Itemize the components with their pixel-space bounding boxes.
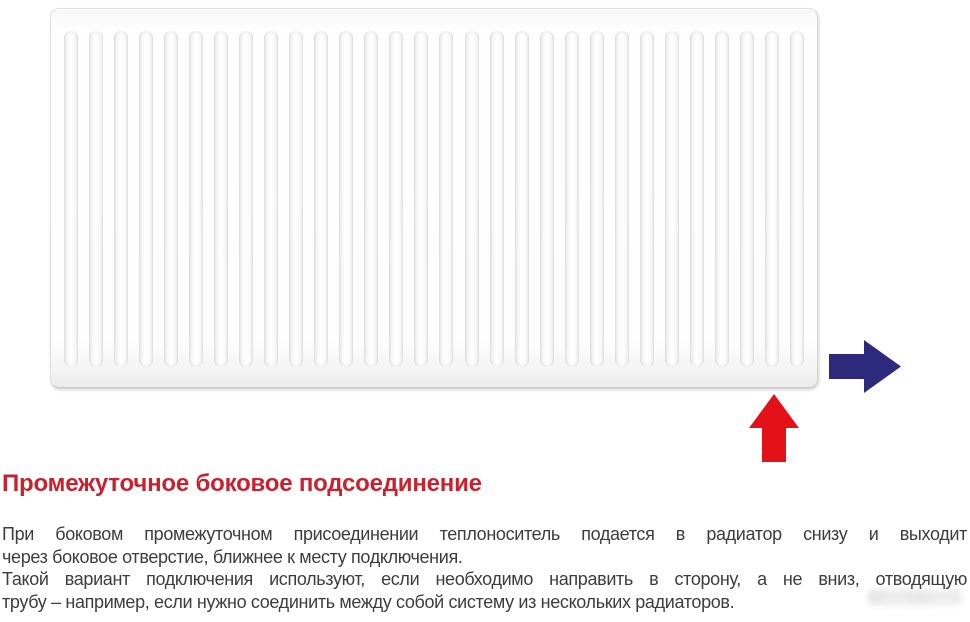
flow-in-up-arrow-shape <box>749 394 799 462</box>
description-line: При боковом промежуточном присоединении теплоноситель подается в радиатор снизу и выходит <box>2 524 967 544</box>
radiator-groove <box>289 31 303 367</box>
radiator-groove <box>765 31 779 367</box>
radiator-groove <box>565 31 579 367</box>
radiator-groove <box>540 31 554 367</box>
radiator-groove <box>490 31 504 367</box>
radiator-groove <box>64 31 78 367</box>
radiator-groove <box>189 31 203 367</box>
flow-out-right-arrow-shape <box>829 340 901 393</box>
description-text <box>2 523 967 613</box>
radiator-groove <box>590 31 604 367</box>
radiator-groove <box>239 31 253 367</box>
flow-in-up-arrow-icon <box>749 394 799 462</box>
radiator-groove <box>264 31 278 367</box>
description-line: через боковое отверстие, ближнее к месту подключения. <box>2 546 463 567</box>
radiator-groove <box>690 31 704 367</box>
radiator-groove <box>615 31 629 367</box>
radiator-groove <box>790 31 804 367</box>
radiator-groove <box>89 31 103 367</box>
radiator-groove <box>339 31 353 367</box>
description-line: Такой вариант подключения используют, если необходимо направить в сторону, а не вниз, отводящую <box>2 569 967 589</box>
radiator-groove <box>364 31 378 367</box>
radiator-groove <box>214 31 228 367</box>
radiator-groove <box>139 31 153 367</box>
flow-out-right-arrow-icon <box>829 340 901 393</box>
radiator-groove <box>640 31 654 367</box>
text-section <box>2 470 967 613</box>
radiator-groove <box>164 31 178 367</box>
radiator-groove <box>439 31 453 367</box>
radiator-groove <box>665 31 679 367</box>
radiator-groove <box>114 31 128 367</box>
radiator-grooves <box>64 31 804 367</box>
radiator-groove <box>414 31 428 367</box>
section-title: Промежуточное боковое подсоединение <box>2 470 482 497</box>
radiator-groove <box>389 31 403 367</box>
radiator-groove <box>740 31 754 367</box>
radiator-groove <box>314 31 328 367</box>
description-line: трубу – например, если нужно соединить между собой систему из нескольких радиаторов. <box>2 591 735 612</box>
radiator-groove <box>515 31 529 367</box>
panel-radiator <box>50 8 818 388</box>
radiator-groove <box>715 31 729 367</box>
radiator-groove <box>465 31 479 367</box>
